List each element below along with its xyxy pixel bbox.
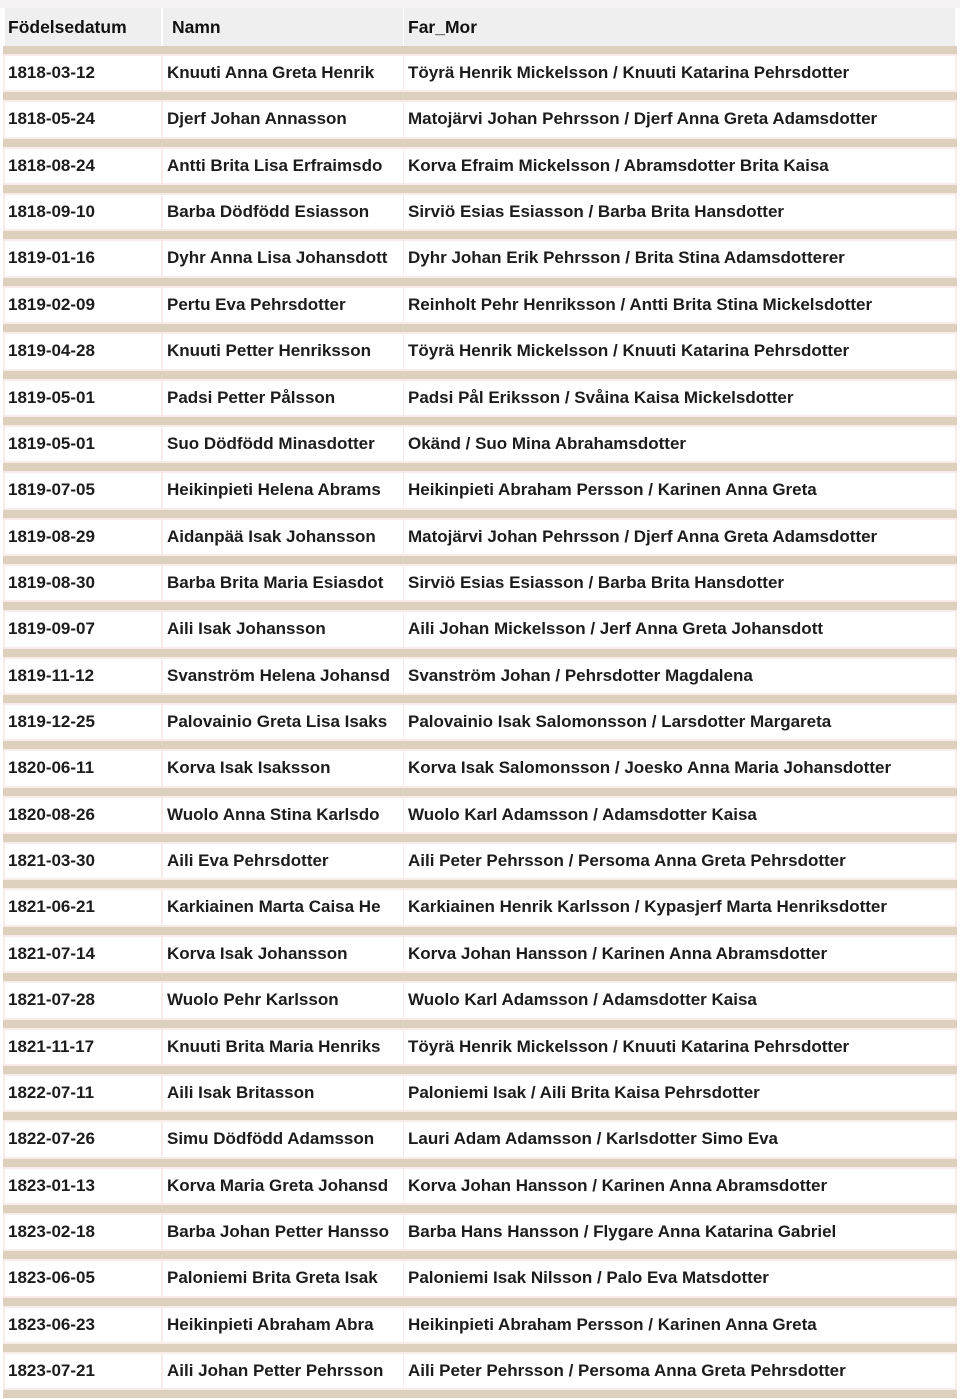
- name-cell: Pertu Eva Pehrsdotter: [163, 288, 403, 322]
- name-cell: Knuuti Anna Greta Henrik: [163, 56, 403, 90]
- birthdate-cell: 1819-05-01: [5, 381, 161, 415]
- header-separator: [3, 46, 957, 54]
- table-row: [3, 703, 957, 749]
- table-row: [3, 1167, 957, 1213]
- table-row: [3, 796, 957, 842]
- parents-cell: Palovainio Isak Salomonsson / Larsdotter Margareta: [404, 705, 955, 739]
- birthdate-cell: 1818-05-24: [5, 102, 161, 136]
- parents-cell: Paloniemi Isak Nilsson / Palo Eva Matsdotter: [404, 1261, 955, 1295]
- table-body: [0, 54, 960, 1398]
- birthdate-cell: 1819-09-07: [5, 612, 161, 646]
- name-cell: Knuuti Brita Maria Henriks: [163, 1030, 403, 1064]
- parents-cell: Töyrä Henrik Mickelsson / Knuuti Katarina Pehrsdotter: [404, 334, 955, 368]
- birthdate-cell: 1818-03-12: [5, 56, 161, 90]
- table-row: [3, 1028, 957, 1074]
- name-cell: Barba Johan Petter Hansso: [163, 1215, 403, 1249]
- birthdate-cell: 1821-06-21: [5, 890, 161, 924]
- parents-cell: Matojärvi Johan Pehrsson / Djerf Anna Greta Adamsdotter: [404, 520, 955, 554]
- birthdate-cell: 1822-07-26: [5, 1122, 161, 1156]
- name-cell: Barba Dödfödd Esiasson: [163, 195, 403, 229]
- parents-cell: Sirviö Esias Esiasson / Barba Brita Hansdotter: [404, 566, 955, 600]
- parents-cell: Karkiainen Henrik Karlsson / Kypasjerf Marta Henriksdotter: [404, 890, 955, 924]
- table-row: [3, 1120, 957, 1166]
- table-row: [3, 471, 957, 517]
- parents-cell: Aili Peter Pehrsson / Persoma Anna Greta Pehrsdotter: [404, 844, 955, 878]
- birthdate-cell: 1822-07-11: [5, 1076, 161, 1110]
- column-header-parents: Far_Mor: [404, 8, 955, 46]
- parents-cell: Paloniemi Isak / Aili Brita Kaisa Pehrsdotter: [404, 1076, 955, 1110]
- name-cell: Heikinpieti Abraham Abra: [163, 1308, 403, 1342]
- table-header-row: [3, 8, 957, 46]
- table-row: [3, 888, 957, 934]
- birthdate-cell: 1819-01-16: [5, 241, 161, 275]
- birthdate-cell: 1821-07-14: [5, 937, 161, 971]
- table-row: [3, 239, 957, 285]
- column-header-name: Namn: [163, 8, 403, 46]
- parents-cell: Töyrä Henrik Mickelsson / Knuuti Katarina Pehrsdotter: [404, 1030, 955, 1064]
- name-cell: Aidanpää Isak Johansson: [163, 520, 403, 554]
- birthdate-cell: 1823-06-23: [5, 1308, 161, 1342]
- name-cell: Wuolo Anna Stina Karlsdo: [163, 798, 403, 832]
- parents-cell: Korva Johan Hansson / Karinen Anna Abramsdotter: [404, 937, 955, 971]
- name-cell: Karkiainen Marta Caisa He: [163, 890, 403, 924]
- parents-cell: Okänd / Suo Mina Abrahamsdotter: [404, 427, 955, 461]
- name-cell: Simu Dödfödd Adamsson: [163, 1122, 403, 1156]
- birthdate-cell: 1821-03-30: [5, 844, 161, 878]
- birthdate-cell: 1823-06-05: [5, 1261, 161, 1295]
- parents-cell: Sirviö Esias Esiasson / Barba Brita Hansdotter: [404, 195, 955, 229]
- birthdate-cell: 1820-06-11: [5, 751, 161, 785]
- table-row: [3, 100, 957, 146]
- name-cell: Barba Brita Maria Esiasdot: [163, 566, 403, 600]
- table-row: [3, 564, 957, 610]
- parents-cell: Heikinpieti Abraham Persson / Karinen Anna Greta: [404, 1308, 955, 1342]
- name-cell: Korva Maria Greta Johansd: [163, 1169, 403, 1203]
- name-cell: Antti Brita Lisa Erfraimsdo: [163, 149, 403, 183]
- parents-cell: Matojärvi Johan Pehrsson / Djerf Anna Greta Adamsdotter: [404, 102, 955, 136]
- birthdate-cell: 1823-02-18: [5, 1215, 161, 1249]
- parents-cell: Reinholt Pehr Henriksson / Antti Brita Stina Mickelsdotter: [404, 288, 955, 322]
- name-cell: Knuuti Petter Henriksson: [163, 334, 403, 368]
- parents-cell: Svanström Johan / Pehrsdotter Magdalena: [404, 659, 955, 693]
- parents-cell: Aili Peter Pehrsson / Persoma Anna Greta Pehrsdotter: [404, 1354, 955, 1388]
- birthdate-cell: 1819-08-30: [5, 566, 161, 600]
- birthdate-cell: 1821-07-28: [5, 983, 161, 1017]
- parents-cell: Töyrä Henrik Mickelsson / Knuuti Katarina Pehrsdotter: [404, 56, 955, 90]
- birthdate-cell: 1823-07-21: [5, 1354, 161, 1388]
- table-row: [3, 1259, 957, 1305]
- name-cell: Padsi Petter Pålsson: [163, 381, 403, 415]
- parents-cell: Wuolo Karl Adamsson / Adamsdotter Kaisa: [404, 798, 955, 832]
- birthdate-cell: 1819-11-12: [5, 659, 161, 693]
- name-cell: Korva Isak Isaksson: [163, 751, 403, 785]
- table-row: [3, 1213, 957, 1259]
- name-cell: Palovainio Greta Lisa Isaks: [163, 705, 403, 739]
- table-row: [3, 981, 957, 1027]
- birthdate-cell: 1819-08-29: [5, 520, 161, 554]
- top-margin-strip: [0, 0, 960, 8]
- parents-cell: Wuolo Karl Adamsson / Adamsdotter Kaisa: [404, 983, 955, 1017]
- table-row: [3, 610, 957, 656]
- birthdate-cell: 1819-04-28: [5, 334, 161, 368]
- parents-cell: Padsi Pål Eriksson / Svåina Kaisa Mickelsdotter: [404, 381, 955, 415]
- birthdate-cell: 1823-01-13: [5, 1169, 161, 1203]
- name-cell: Wuolo Pehr Karlsson: [163, 983, 403, 1017]
- name-cell: Dyhr Anna Lisa Johansdott: [163, 241, 403, 275]
- birthdate-cell: 1821-11-17: [5, 1030, 161, 1064]
- table-row: [3, 1074, 957, 1120]
- table-row: [3, 657, 957, 703]
- birthdate-cell: 1820-08-26: [5, 798, 161, 832]
- birthdate-cell: 1819-12-25: [5, 705, 161, 739]
- table-row: [3, 332, 957, 378]
- table-row: [3, 935, 957, 981]
- parents-cell: Korva Johan Hansson / Karinen Anna Abramsdotter: [404, 1169, 955, 1203]
- parents-cell: Aili Johan Mickelsson / Jerf Anna Greta Johansdott: [404, 612, 955, 646]
- name-cell: Aili Johan Petter Pehrsson: [163, 1354, 403, 1388]
- birthdate-cell: 1819-02-09: [5, 288, 161, 322]
- table-row: [3, 54, 957, 100]
- table-row: [3, 749, 957, 795]
- table-row: [3, 518, 957, 564]
- name-cell: Suo Dödfödd Minasdotter: [163, 427, 403, 461]
- parents-cell: Barba Hans Hansson / Flygare Anna Katarina Gabriel: [404, 1215, 955, 1249]
- name-cell: Djerf Johan Annasson: [163, 102, 403, 136]
- birthdate-cell: 1818-08-24: [5, 149, 161, 183]
- name-cell: Heikinpieti Helena Abrams: [163, 473, 403, 507]
- birthdate-cell: 1819-05-01: [5, 427, 161, 461]
- parents-cell: Lauri Adam Adamsson / Karlsdotter Simo Eva: [404, 1122, 955, 1156]
- table-row: [3, 842, 957, 888]
- birthdate-cell: 1819-07-05: [5, 473, 161, 507]
- table-row: [3, 286, 957, 332]
- parents-cell: Dyhr Johan Erik Pehrsson / Brita Stina Adamsdotterer: [404, 241, 955, 275]
- table-row: [3, 425, 957, 471]
- table-row: [3, 1306, 957, 1352]
- table-row: [3, 147, 957, 193]
- table-row: [3, 1352, 957, 1398]
- name-cell: Korva Isak Johansson: [163, 937, 403, 971]
- parents-cell: Korva Efraim Mickelsson / Abramsdotter Brita Kaisa: [404, 149, 955, 183]
- name-cell: Aili Isak Johansson: [163, 612, 403, 646]
- table-row: [3, 379, 957, 425]
- name-cell: Svanström Helena Johansd: [163, 659, 403, 693]
- birthdate-cell: 1818-09-10: [5, 195, 161, 229]
- name-cell: Aili Eva Pehrsdotter: [163, 844, 403, 878]
- name-cell: Aili Isak Britasson: [163, 1076, 403, 1110]
- name-cell: Paloniemi Brita Greta Isak: [163, 1261, 403, 1295]
- column-header-birthdate: Födelsedatum: [5, 8, 161, 46]
- table-row: [3, 193, 957, 239]
- parents-cell: Heikinpieti Abraham Persson / Karinen Anna Greta: [404, 473, 955, 507]
- parents-cell: Korva Isak Salomonsson / Joesko Anna Maria Johansdotter: [404, 751, 955, 785]
